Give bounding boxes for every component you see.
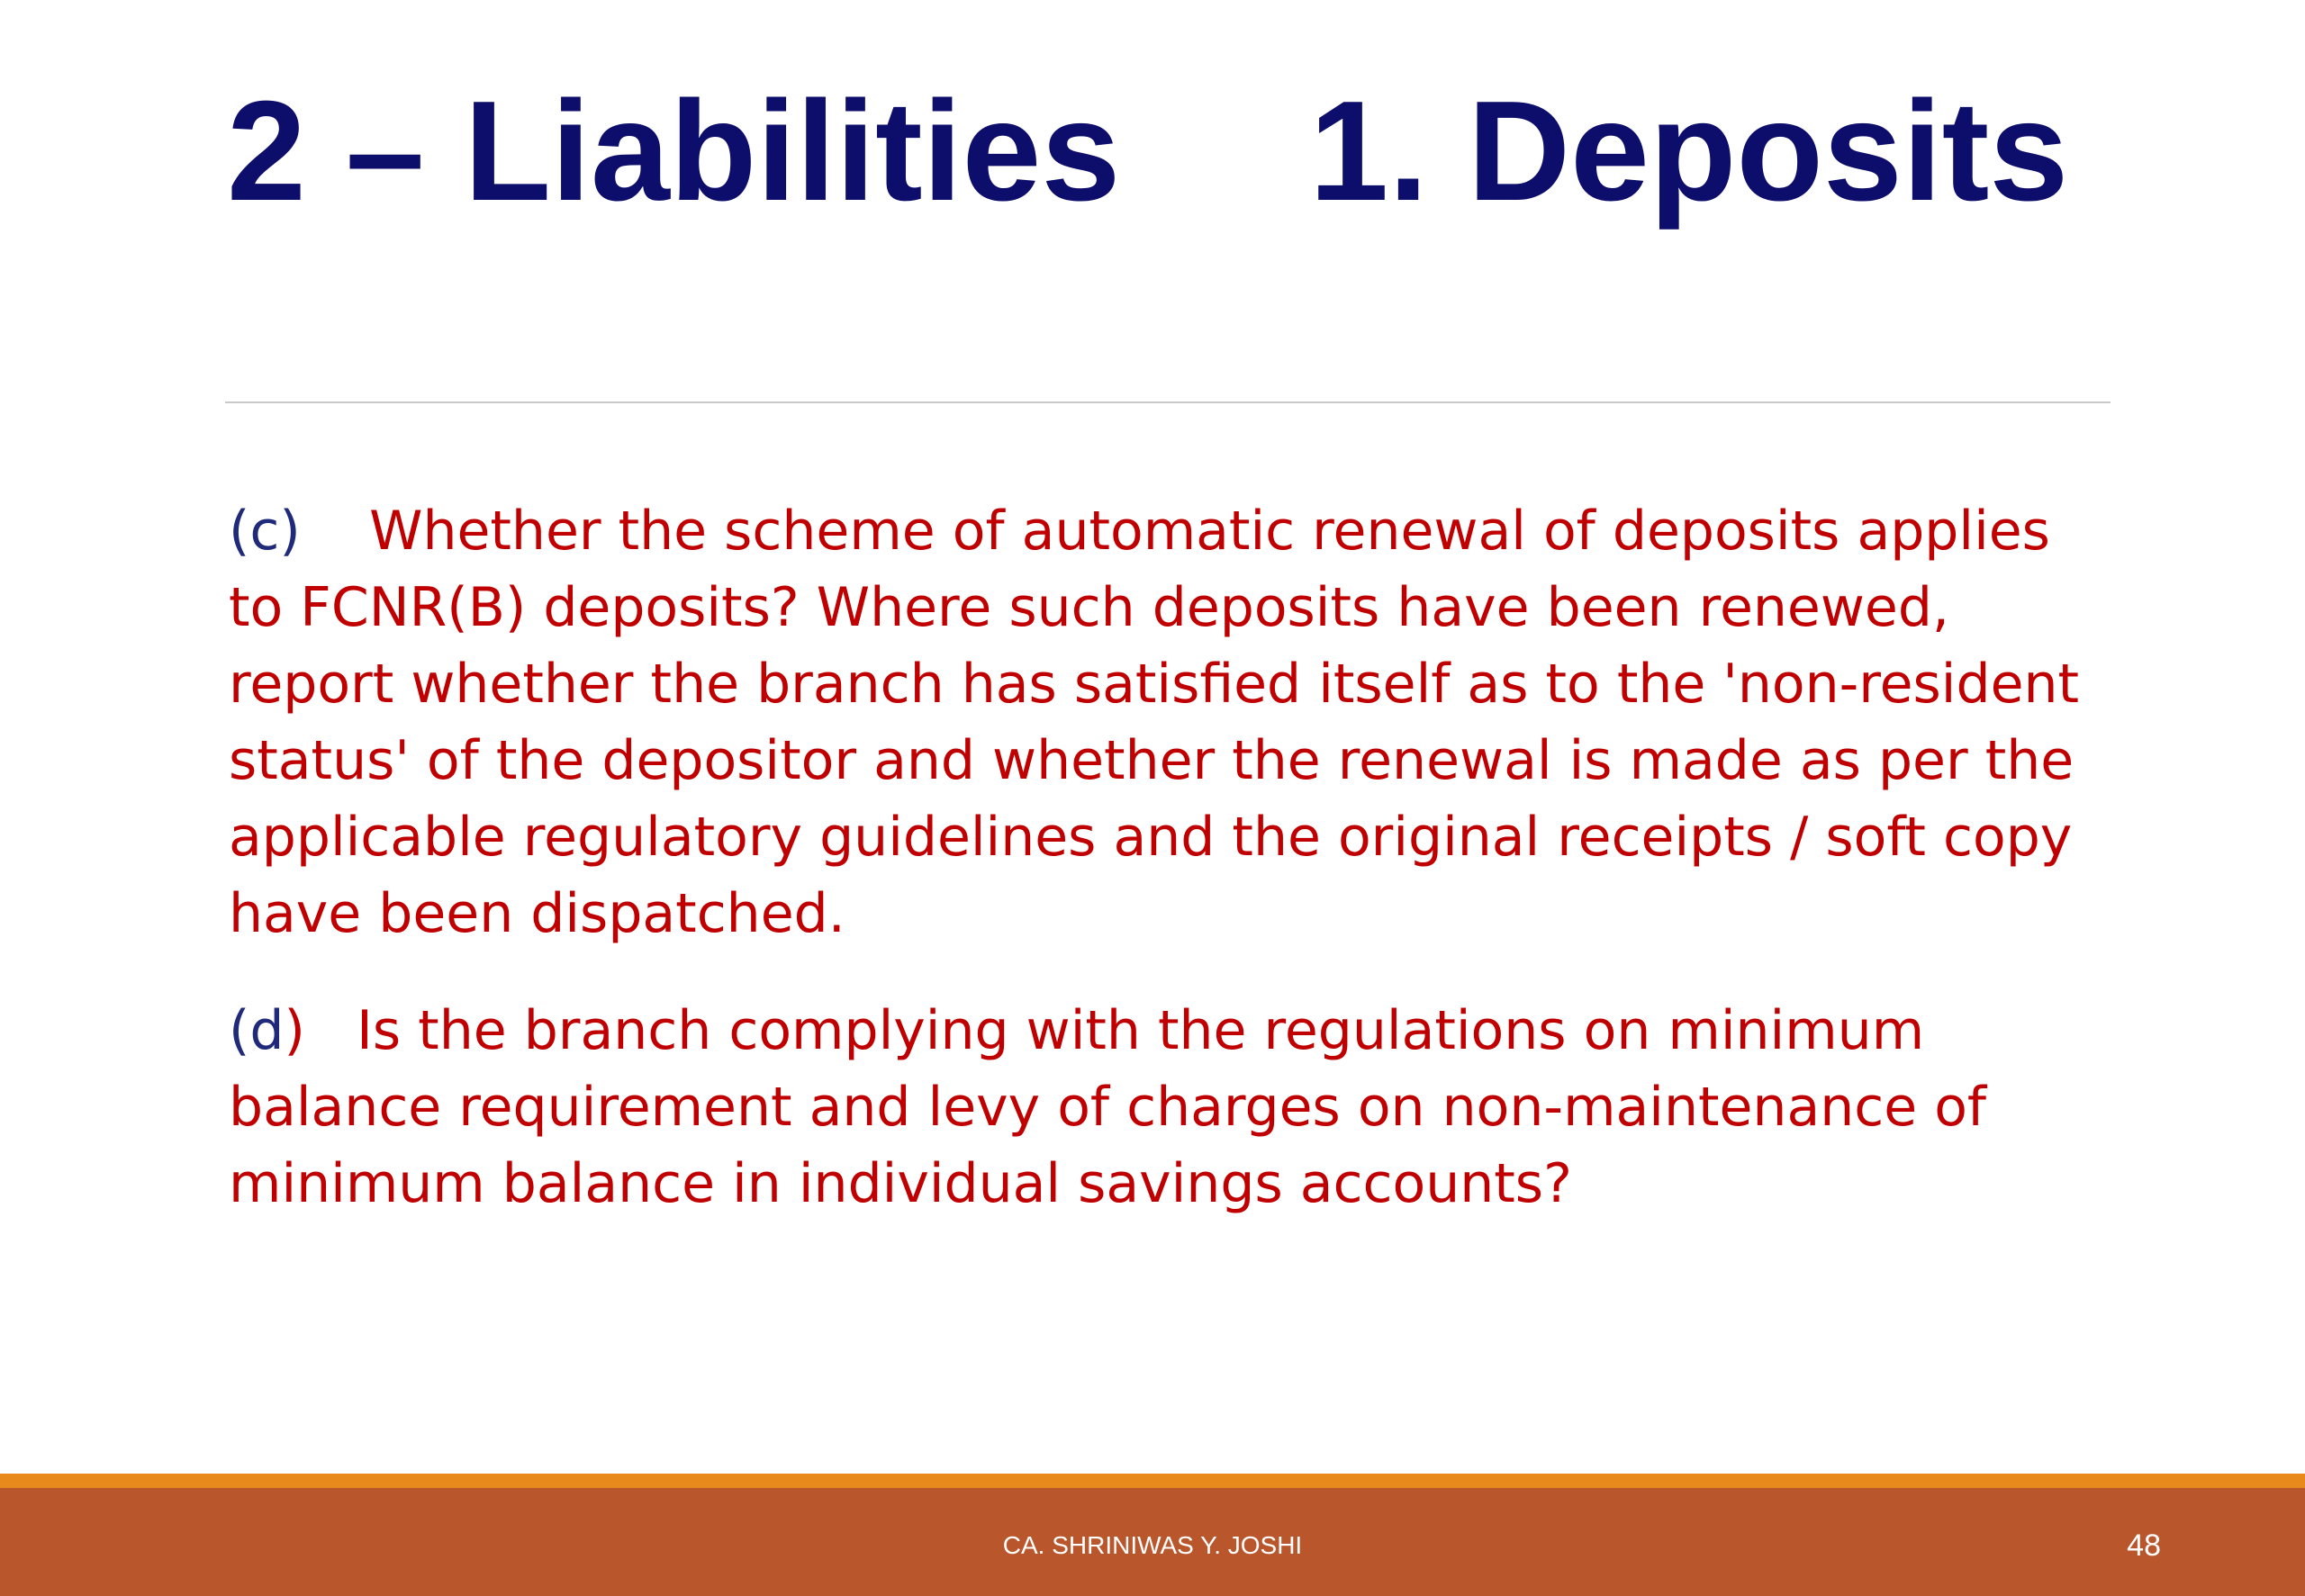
title-divider — [225, 401, 2111, 403]
item-text: Is the branch complying with the regulations on minimum balance requirement and levy of charges on non-maintenance of minimum balance in individual savings accounts? — [229, 999, 1987, 1215]
item-text: Whether the scheme of automatic renewal of deposits applies to FCNR(B) deposits? Where such deposits have been renewed, report whether the branch has satisfied itself as to the 'non-resident status' of the depositor and whether the renewal is made as per the applicable regulatory guidelines and the original receipts / soft copy have been dispatched. — [229, 500, 2080, 945]
title-subsection: 1. Deposits — [1309, 72, 2069, 230]
item-marker: (c) — [229, 500, 301, 563]
footer-accent-stripe — [0, 1474, 2305, 1488]
item-marker: (d) — [229, 999, 305, 1062]
checklist-item-d — [229, 993, 2111, 1222]
page-number: 48 — [2127, 1528, 2161, 1563]
title-section: 2 – Liabilities — [227, 72, 1121, 230]
checklist-item-c — [229, 493, 2111, 952]
slide-body — [229, 493, 2111, 1222]
footer-author: CA. SHRINIWAS Y. JOSHI — [1002, 1531, 1303, 1559]
slide-title — [227, 70, 2163, 232]
